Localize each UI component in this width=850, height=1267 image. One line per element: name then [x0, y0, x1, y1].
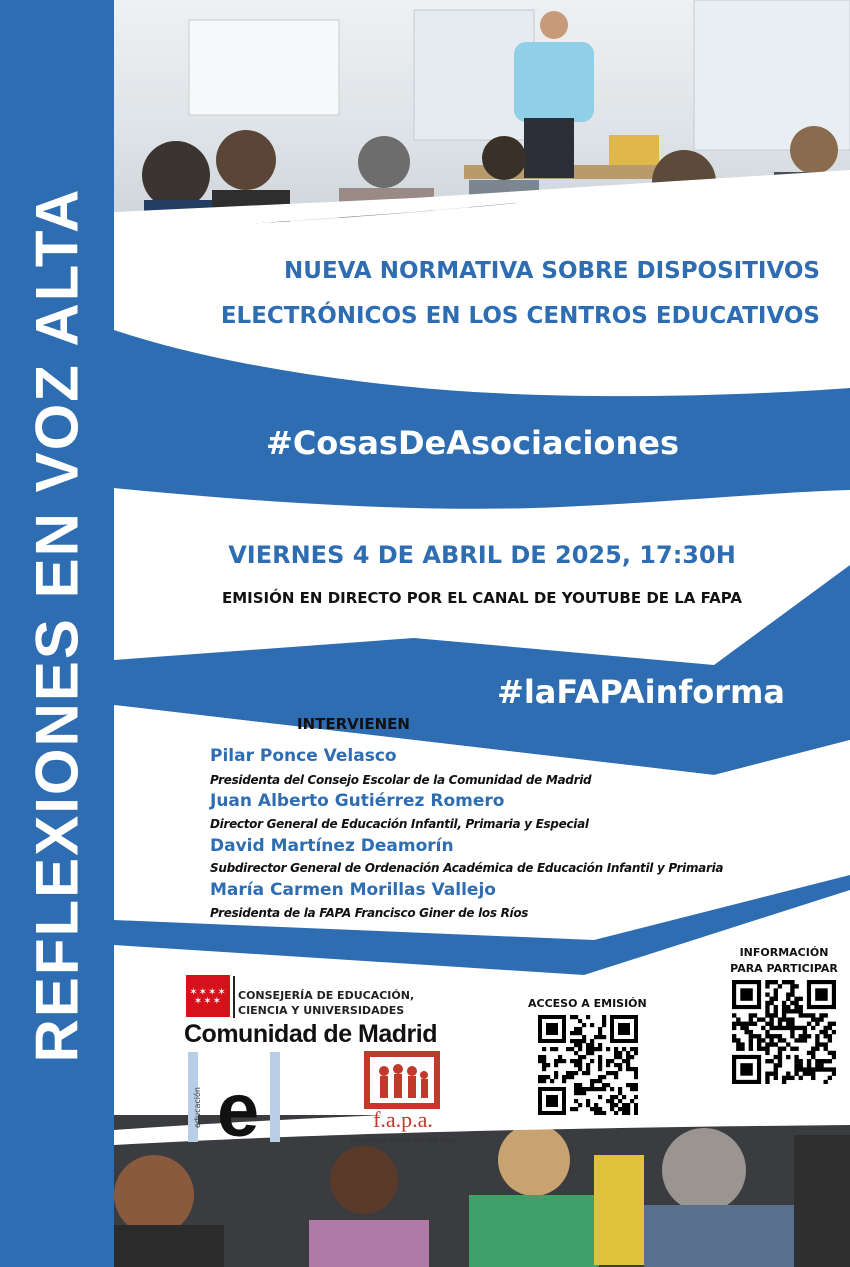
- qr-code-icon[interactable]: [732, 980, 836, 1084]
- educacion-small-label: educación: [193, 1087, 202, 1128]
- speaker-name: María Carmen Morillas Vallejo: [210, 880, 496, 900]
- comunidad-de-madrid-wordmark: Comunidad de Madrid: [184, 1020, 437, 1048]
- qr-code-icon[interactable]: [538, 1015, 638, 1115]
- speaker-name: Pilar Ponce Velasco: [210, 746, 397, 766]
- speaker-name: Juan Alberto Gutiérrez Romero: [210, 791, 505, 811]
- speaker-name: David Martínez Deamorín: [210, 836, 454, 856]
- consejeria-line-1: CONSEJERÍA DE EDUCACIÓN,: [238, 989, 415, 1002]
- hashtag-lafapa-informa: #laFAPAinforma: [497, 673, 785, 711]
- emission-note: EMISIÓN EN DIRECTO POR EL CANAL DE YOUTUBE DE LA FAPA: [222, 589, 742, 607]
- consejeria-line-2: CIENCIA Y UNIVERSIDADES: [238, 1004, 405, 1017]
- speaker-role: Director General de Educación Infantil, Primaria y Especial: [210, 817, 589, 831]
- event-date: VIERNES 4 DE ABRIL DE 2025, 17:30H: [228, 541, 736, 569]
- fapa-logo-icon: [364, 1051, 440, 1109]
- fapa-subtitle: Francisco Giner de los Ríos: [349, 1136, 457, 1145]
- qr-info-label-line-1: INFORMACIÓN: [739, 946, 829, 959]
- qr-acceso-label: ACCESO A EMISIÓN: [528, 997, 647, 1010]
- vertical-title: REFLEXIONES EN VOZ ALTA: [23, 187, 91, 1063]
- madrid-stars-icon: ✶✶✶✶ ✶✶✶: [189, 987, 227, 1007]
- fapa-wordmark: f.a.p.a.: [373, 1107, 433, 1132]
- speakers-heading: INTERVIENEN: [297, 715, 410, 733]
- speaker-role: Presidenta del Consejo Escolar de la Comunidad de Madrid: [210, 773, 592, 787]
- headline-line-1: NUEVA NORMATIVA SOBRE DISPOSITIVOS: [284, 258, 820, 284]
- logo-divider: [233, 976, 235, 1018]
- qr-info-label-line-2: PARA PARTICIPAR: [730, 962, 838, 975]
- speaker-role: Subdirector General de Ordenación Académica de Educación Infantil y Primaria: [210, 861, 724, 875]
- educacion-letter: e: [217, 1068, 260, 1153]
- headline-line-2: ELECTRÓNICOS EN LOS CENTROS EDUCATIVOS: [220, 303, 820, 329]
- speaker-role: Presidenta de la FAPA Francisco Giner de los Ríos: [210, 906, 529, 920]
- left-title-band: [0, 0, 114, 1267]
- hashtag-cosas-de-asociaciones: #CosasDeAsociaciones: [266, 424, 680, 462]
